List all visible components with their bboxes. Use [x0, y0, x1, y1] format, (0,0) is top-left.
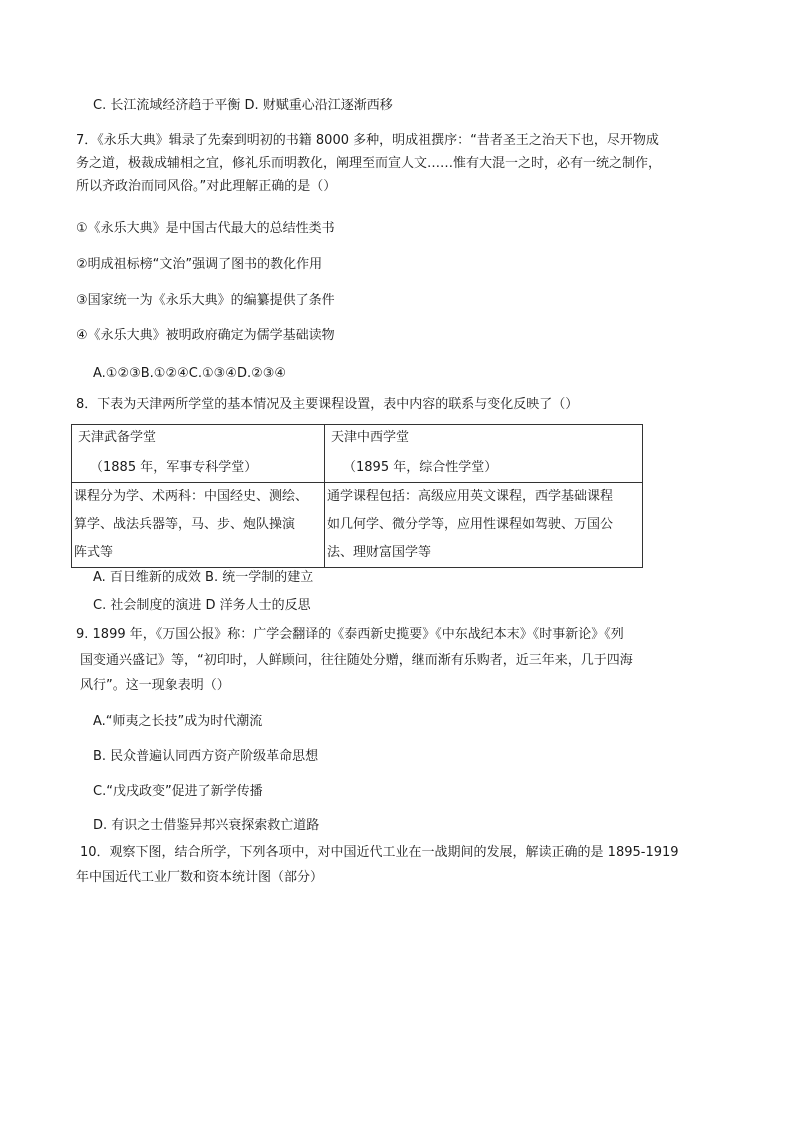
- q7-item-3: ③国家统一为《永乐大典》的编纂提供了条件: [76, 293, 335, 308]
- table-body-right: [325, 483, 643, 568]
- table-body-right-line-2: 如几何学、微分学等，应用性课程如驾驶、万国公: [327, 517, 614, 532]
- table-head-left: [72, 425, 325, 483]
- q7-item-2: ②明成祖标榜“文治”强调了图书的教化作用: [76, 257, 323, 272]
- q7-stem-line-3: 所以齐政治而同风俗。”对此理解正确的是（）: [76, 179, 337, 194]
- q7-item-4: ④《永乐大典》被明政府确定为儒学基础读物: [76, 328, 335, 343]
- q7-stem-line-2: 务之道，极裁成辅相之宜，修礼乐而明教化，阐理至而宣人文……惟有大混一之时，必有一统之制作，: [76, 156, 662, 171]
- q9-stem-line-1: 9. 1899 年，《万国公报》称：广学会翻译的《泰西新史揽要》《中东战纪本末》《时事新论》《列: [76, 627, 624, 642]
- q8-options-cd: C. 社会制度的演进 D 洋务人士的反思: [93, 598, 311, 613]
- q7-stem-line-1: 7．《永乐大典》辑录了先秦到明初的书籍 8000 多种，明成祖撰序：“昔者圣王之治天下也，尽开物成: [76, 133, 659, 148]
- table-head-right-info: （1895 年，综合性学堂）: [343, 460, 498, 475]
- q9-option-a: A.“师夷之长技”成为时代潮流: [93, 714, 263, 729]
- table-body-left-line-1: 课程分为学、术两科：中国经史、测绘、: [74, 489, 309, 504]
- table-body-right-line-3: 法、理财富国学等: [327, 545, 432, 560]
- table-body-left-line-2: 算学、战法兵器等，马、步、炮队操演: [74, 517, 296, 532]
- q9-option-c: C.“戊戌政变”促进了新学传播: [93, 784, 263, 799]
- table-body-left: [72, 483, 325, 568]
- q7-options: A.①②③B.①②④C.①③④D.②③④: [93, 366, 287, 381]
- table-head-right-name: 天津中西学堂: [331, 430, 410, 445]
- table-body-left-line-3: 阵式等: [74, 545, 114, 560]
- q10-stem-line-1: 10．观察下图，结合所学，下列各项中，对中国近代工业在一战期间的发展，解读正确的是 1895-1919: [80, 845, 679, 860]
- q9-stem-line-3: 风行”。这一现象表明（）: [80, 678, 230, 693]
- table-body-right-line-1: 通学课程包括：高级应用英文课程，西学基础课程: [327, 489, 614, 504]
- q9-option-d: D. 有识之士借鉴异邦兴衰探索救亡道路: [93, 818, 320, 833]
- schools-comparison-table: [71, 424, 643, 568]
- table-head-left-name: 天津武备学堂: [78, 430, 157, 445]
- q9-option-b: B. 民众普遍认同西方资产阶级革命思想: [93, 749, 319, 764]
- table-head-left-info: （1885 年，军事专科学堂）: [90, 460, 258, 475]
- q7-item-1: ①《永乐大典》是中国古代最大的总结性类书: [76, 221, 335, 236]
- table-head-right: [325, 425, 643, 483]
- q8-stem: 8．下表为天津两所学堂的基本情况及主要课程设置，表中内容的联系与变化反映了（）: [76, 397, 579, 412]
- q6-options-cd: C. 长江流域经济趋于平衡 D. 财赋重心沿江逐渐西移: [93, 98, 393, 113]
- q10-stem-line-2: 年中国近代工业厂数和资本统计图（部分）: [76, 870, 324, 885]
- q8-options-ab: A. 百日维新的成效 B. 统一学制的建立: [93, 570, 314, 585]
- q9-stem-line-2: 国变通兴盛记》等，“初印时，人鲜顾问，往往随处分赠，继而渐有乐购者，近三年来，几于四海: [80, 653, 633, 668]
